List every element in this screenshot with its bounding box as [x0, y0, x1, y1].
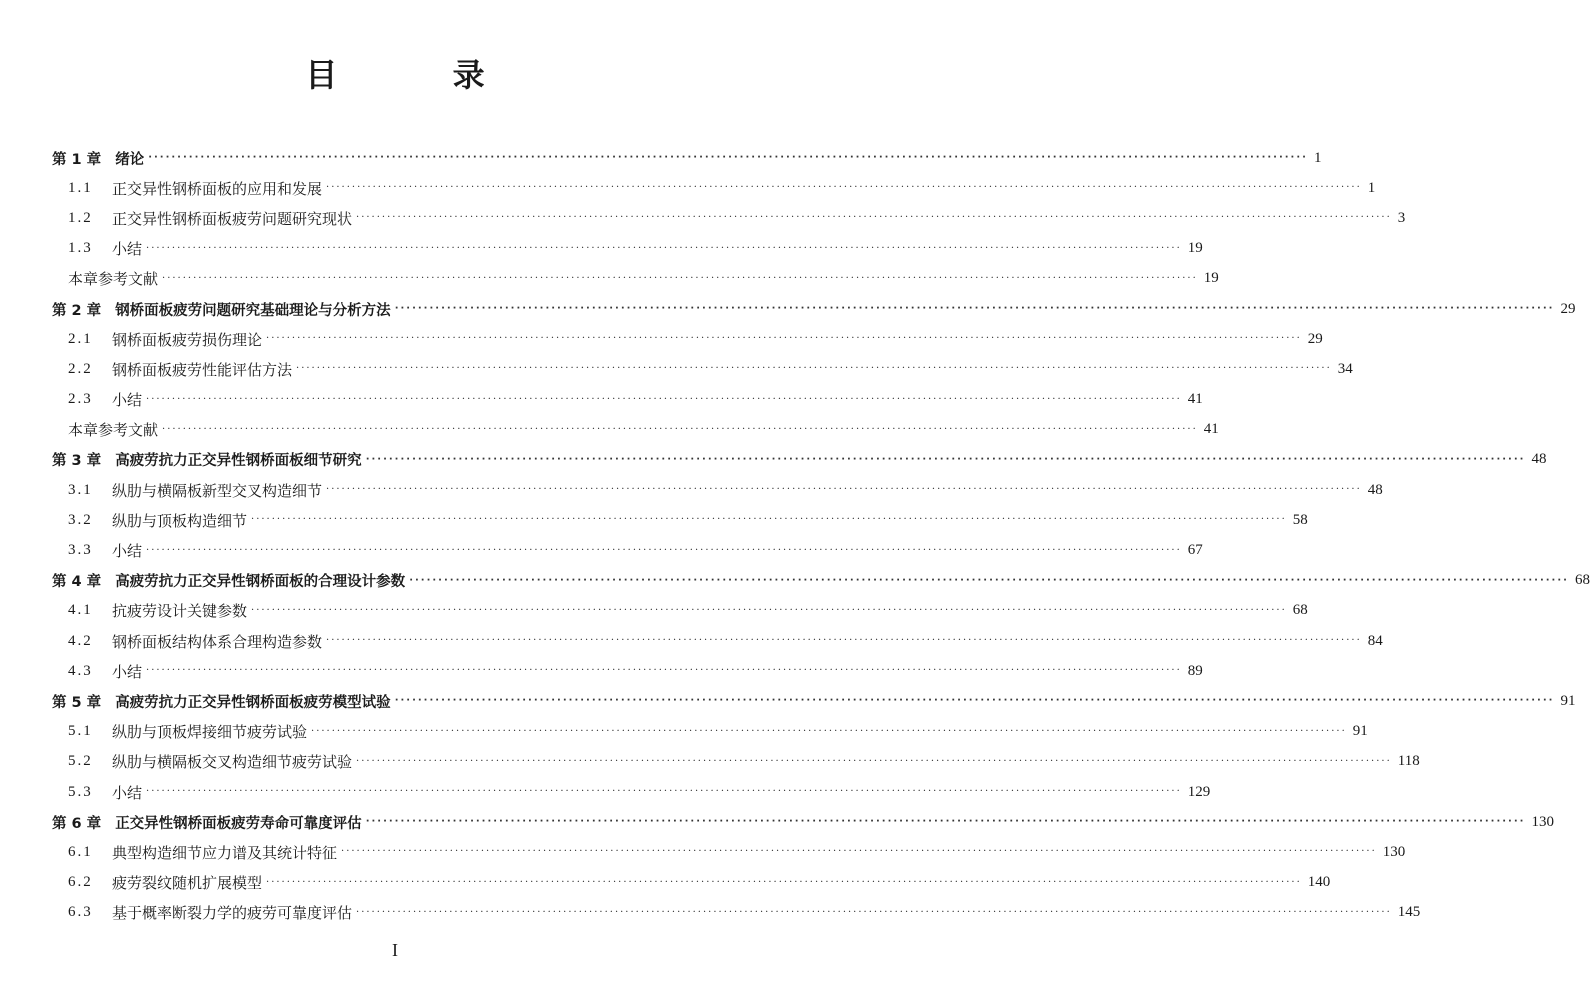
toc-entry-section [52, 717, 1368, 747]
toc-entry-title: 钢桥面板结构体系合理构造参数 [112, 632, 323, 651]
toc-entry-title: 高疲劳抗力正交异性钢桥面板的合理设计参数 [115, 574, 406, 591]
toc-entry-refs [52, 264, 1219, 294]
toc-entry-section [52, 868, 1331, 898]
toc-entry-page: 48 [1367, 481, 1383, 498]
toc-entry-page: 29 [1560, 300, 1576, 317]
dot-leader: ········································································································································································································ [296, 363, 1332, 375]
toc-entry-title: 纵肋与顶板构造细节 [112, 511, 248, 530]
dot-leader: ········································································································································································································ [326, 484, 1362, 496]
dot-leader: ········································································································································································································ [266, 876, 1302, 888]
toc-entry-section [52, 324, 1323, 354]
toc-entry-title: 高疲劳抗力正交异性钢桥面板疲劳模型试验 [115, 694, 391, 711]
toc-entry-section [52, 535, 1203, 565]
toc-entry-number: 6.3 [68, 904, 93, 921]
toc-entry-title: 小结 [112, 783, 143, 802]
toc-entry-section [52, 505, 1308, 535]
toc-entry-section [52, 596, 1308, 626]
toc-entry-number: 第 5 章 [52, 694, 102, 711]
toc-entry-title: 纵肋与横隔板交叉构造细节疲劳试验 [112, 753, 353, 772]
toc-entry-title: 小结 [112, 391, 143, 410]
toc-entry-section [52, 354, 1353, 384]
toc-entry-chapter [52, 686, 1576, 716]
table-of-contents [52, 143, 1590, 928]
toc-entry-page: 34 [1337, 360, 1353, 377]
toc-entry-number: 1.2 [68, 209, 93, 226]
toc-entry-page: 130 [1382, 843, 1406, 860]
dot-leader: ········································································································································································································ [394, 695, 1555, 707]
toc-entry-section [52, 747, 1420, 777]
toc-entry-page: 41 [1203, 421, 1219, 438]
toc-entry-title: 典型构造细节应力谱及其统计特征 [112, 843, 338, 862]
toc-entry-page: 91 [1560, 692, 1576, 709]
toc-entry-title: 正交异性钢桥面板疲劳问题研究现状 [112, 209, 353, 228]
toc-entry-title: 绪论 [115, 151, 145, 168]
dot-leader: ········································································································································································································ [251, 514, 1287, 526]
toc-entry-title: 钢桥面板疲劳问题研究基础理论与分析方法 [115, 302, 391, 319]
toc-entry-title: 本章参考文献 [68, 421, 159, 440]
toc-entry-title: 纵肋与横隔板新型交叉构造细节 [112, 481, 323, 500]
toc-entry-number: 6.2 [68, 874, 93, 891]
dot-leader: ········································································································································································································ [356, 906, 1392, 918]
toc-entry-chapter [52, 807, 1554, 837]
toc-entry-page: 48 [1531, 451, 1547, 468]
toc-entry-page: 68 [1574, 572, 1590, 589]
dot-leader: ········································································································································································································ [365, 816, 1526, 828]
dot-leader: ········································································································································································································ [251, 604, 1287, 616]
toc-entry-section [52, 173, 1376, 203]
toc-entry-page: 91 [1352, 723, 1368, 740]
dot-leader: ········································································································································································································ [365, 453, 1526, 465]
toc-entry-page: 67 [1187, 542, 1203, 559]
toc-entry-page: 29 [1307, 330, 1323, 347]
toc-entry-title: 抗疲劳设计关键参数 [112, 602, 248, 621]
dot-leader: ········································································································································································································ [356, 212, 1392, 224]
toc-entry-number: 2.3 [68, 391, 93, 408]
toc-entry-title: 疲劳裂纹随机扩展模型 [112, 874, 263, 893]
toc-entry-page: 129 [1187, 783, 1211, 800]
toc-entry-chapter [52, 566, 1590, 596]
toc-entry-section [52, 656, 1203, 686]
toc-entry-section [52, 837, 1406, 867]
toc-entry-number: 4.1 [68, 602, 93, 619]
dot-leader: ········································································································································································································ [326, 182, 1362, 194]
toc-entry-number: 第 3 章 [52, 453, 102, 470]
dot-leader: ········································································································································································································ [266, 333, 1302, 345]
toc-entry-number: 第 6 章 [52, 815, 102, 832]
dot-leader: ········································································································································································································ [311, 725, 1347, 737]
dot-leader: ········································································································································································································ [146, 544, 1182, 556]
toc-entry-title: 纵肋与顶板焊接细节疲劳试验 [112, 723, 308, 742]
toc-entry-page: 1 [1367, 179, 1376, 196]
toc-entry-section [52, 475, 1383, 505]
toc-entry-section [52, 777, 1211, 807]
toc-entry-title: 正交异性钢桥面板的应用和发展 [112, 179, 323, 198]
toc-entry-title: 高疲劳抗力正交异性钢桥面板细节研究 [115, 453, 362, 470]
toc-entry-title: 钢桥面板疲劳损伤理论 [112, 330, 263, 349]
toc-entry-title: 正交异性钢桥面板疲劳寿命可靠度评估 [115, 815, 362, 832]
toc-entry-chapter [52, 294, 1576, 324]
toc-entry-page: 68 [1292, 602, 1308, 619]
toc-entry-title: 钢桥面板疲劳性能评估方法 [112, 360, 293, 379]
toc-entry-page: 41 [1187, 391, 1203, 408]
dot-leader: ········································································································································································································ [162, 423, 1198, 435]
toc-entry-number: 4.3 [68, 662, 93, 679]
dot-leader: ········································································································································································································ [409, 574, 1569, 586]
toc-entry-section [52, 898, 1421, 928]
toc-entry-number: 5.2 [68, 753, 93, 770]
toc-entry-page: 89 [1187, 662, 1203, 679]
dot-leader: ········································································································································································································ [146, 242, 1182, 254]
toc-entry-number: 2.2 [68, 360, 93, 377]
toc-entry-number: 3.1 [68, 481, 93, 498]
toc-entry-number: 5.1 [68, 723, 93, 740]
toc-entry-number: 5.3 [68, 783, 93, 800]
page-number: I [392, 940, 398, 960]
toc-entry-page: 118 [1397, 753, 1420, 770]
dot-leader: ········································································································································································································ [162, 272, 1198, 284]
toc-entry-page: 3 [1397, 209, 1406, 226]
page-title: 目 录 [305, 56, 537, 94]
toc-entry-number: 3.3 [68, 542, 93, 559]
dot-leader: ········································································································································································································ [146, 393, 1182, 405]
toc-entry-page: 145 [1397, 904, 1421, 921]
toc-entry-number: 1.1 [68, 179, 93, 196]
toc-entry-chapter [52, 143, 1322, 173]
dot-leader: ········································································································································································································ [341, 846, 1377, 858]
toc-entry-page: 130 [1531, 813, 1554, 830]
dot-leader: ········································································································································································································ [148, 152, 1308, 164]
dot-leader: ········································································································································································································ [394, 303, 1555, 315]
toc-entry-number: 6.1 [68, 843, 93, 860]
toc-entry-page: 1 [1313, 149, 1322, 166]
toc-entry-page: 58 [1292, 511, 1308, 528]
toc-entry-number: 第 2 章 [52, 302, 102, 319]
toc-entry-page: 19 [1203, 270, 1219, 287]
dot-leader: ········································································································································································································ [356, 755, 1392, 767]
toc-entry-number: 3.2 [68, 511, 93, 528]
toc-entry-number: 4.2 [68, 632, 93, 649]
toc-entry-number: 第 1 章 [52, 151, 102, 168]
toc-entry-page: 140 [1307, 874, 1331, 891]
toc-entry-refs [52, 415, 1219, 445]
dot-leader: ········································································································································································································ [146, 665, 1182, 677]
toc-entry-number: 1.3 [68, 240, 93, 257]
dot-leader: ········································································································································································································ [326, 635, 1362, 647]
toc-entry-title: 小结 [112, 542, 143, 561]
dot-leader: ········································································································································································································ [146, 786, 1182, 798]
toc-entry-title: 本章参考文献 [68, 270, 159, 289]
toc-entry-section [52, 234, 1203, 264]
toc-entry-chapter [52, 445, 1547, 475]
toc-entry-page: 84 [1367, 632, 1383, 649]
toc-entry-title: 小结 [112, 662, 143, 681]
toc-entry-number: 2.1 [68, 330, 93, 347]
toc-entry-page: 19 [1187, 240, 1203, 257]
toc-entry-section [52, 203, 1406, 233]
toc-entry-section [52, 626, 1383, 656]
toc-entry-title: 小结 [112, 240, 143, 259]
toc-entry-title: 基于概率断裂力学的疲劳可靠度评估 [112, 904, 353, 923]
toc-entry-number: 第 4 章 [52, 574, 102, 591]
toc-entry-section [52, 385, 1203, 415]
